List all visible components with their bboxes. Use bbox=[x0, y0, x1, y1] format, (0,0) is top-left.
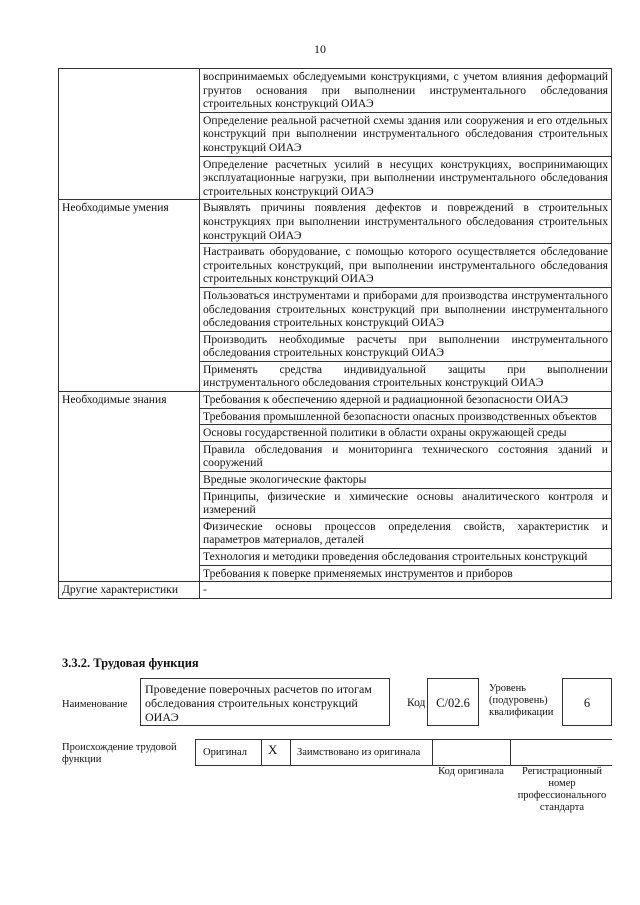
requirement-text: Технология и методики проведения обследования строительных конструкций bbox=[200, 549, 612, 566]
requirement-text: Производить необходимые расчеты при выполнении инструментального обследования строительных конструкций ОИАЭ bbox=[200, 331, 612, 361]
requirement-text: Требования промышленной безопасности опасных производственных объектов bbox=[200, 408, 612, 425]
origin-label: Происхождение трудовой функции bbox=[62, 742, 177, 765]
requirement-text: Применять средства индивидуальной защиты при выполнении инструментального обследования строительных конструкций ОИАЭ bbox=[200, 361, 612, 391]
requirement-row bbox=[59, 582, 612, 599]
requirement-row bbox=[59, 392, 612, 409]
code-box bbox=[427, 678, 479, 726]
page-number: 10 bbox=[314, 42, 326, 56]
requirement-text: Основы государственной политики в области охраны окружающей среды bbox=[200, 425, 612, 442]
requirement-category: Необходимые знания bbox=[59, 392, 200, 582]
reg-number-caption: Регистрационный номер профессионального стандарта bbox=[517, 766, 607, 813]
level-value: 6 bbox=[583, 696, 591, 710]
requirement-text: Пользоваться инструментами и приборами для производства инструментального обследования строительных конструкций при выполнении инструментального обследования строительных конструкций ОИАЭ bbox=[200, 287, 612, 331]
requirement-category: Необходимые умения bbox=[59, 200, 200, 392]
requirement-text: Физические основы процессов определения свойств, характеристик и параметров материалов, деталей bbox=[200, 518, 612, 548]
requirement-text: Принципы, физические и химические основы аналитического контроля и измерений bbox=[200, 488, 612, 518]
requirement-category: Другие характеристики bbox=[59, 582, 200, 599]
code-value: C/02.6 bbox=[436, 696, 470, 710]
name-label: Наименование bbox=[62, 699, 128, 710]
level-box bbox=[562, 678, 612, 726]
borrowed-label: Заимствовано из оригинала bbox=[297, 747, 421, 758]
section-title: 3.3.2. Трудовая функция bbox=[62, 656, 199, 670]
function-name: Проведение поверочных расчетов по итогам обследования строительных конструкций ОИАЭ bbox=[145, 682, 372, 724]
requirement-text: Вредные экологические факторы bbox=[200, 472, 612, 489]
original-label: Оригинал bbox=[203, 747, 247, 758]
requirement-text: воспринимаемых обследуемыми конструкциями, с учетом влияния деформаций грунтов основания при выполнении инструментального обследования строительных конструкций ОИАЭ bbox=[200, 69, 612, 113]
code-caption: Код оригинала bbox=[438, 766, 504, 777]
requirements-table bbox=[58, 68, 612, 599]
requirement-text: Определение реальной расчетной схемы здания или сооружения и его отдельных конструкций при выполнении инструментального обследования строительных конструкций ОИАЭ bbox=[200, 112, 612, 156]
requirement-text: Выявлять причины появления дефектов и повреждений в строительных конструкциях при выполнении инструментального обследования строительных конструкций ОИАЭ bbox=[200, 200, 612, 244]
requirement-text: Требования к обеспечению ядерной и радиационной безопасности ОИАЭ bbox=[200, 392, 612, 409]
requirement-text: Правила обследования и мониторинга технического состояния зданий и сооружений bbox=[200, 441, 612, 471]
requirement-text: Требования к поверке применяемых инструментов и приборов bbox=[200, 565, 612, 582]
requirement-row bbox=[59, 200, 612, 244]
requirement-text: Настраивать оборудование, с помощью которого осуществляется обследование строительных конструкций, при выполнении инструментального обследования строительных конструкций ОИАЭ bbox=[200, 244, 612, 288]
requirement-row bbox=[59, 69, 612, 113]
function-name-box bbox=[140, 678, 390, 726]
level-label: Уровень (подуровень) квалификации bbox=[489, 683, 554, 718]
requirement-text: Определение расчетных усилий в несущих конструкциях, воспринимающих эксплуатационные нагрузки, при выполнении инструментального обследования строительных конструкций ОИАЭ bbox=[200, 156, 612, 200]
code-label: Код bbox=[407, 697, 426, 709]
requirement-category bbox=[59, 69, 200, 200]
requirement-text: - bbox=[200, 582, 612, 599]
original-mark: X bbox=[268, 742, 278, 757]
